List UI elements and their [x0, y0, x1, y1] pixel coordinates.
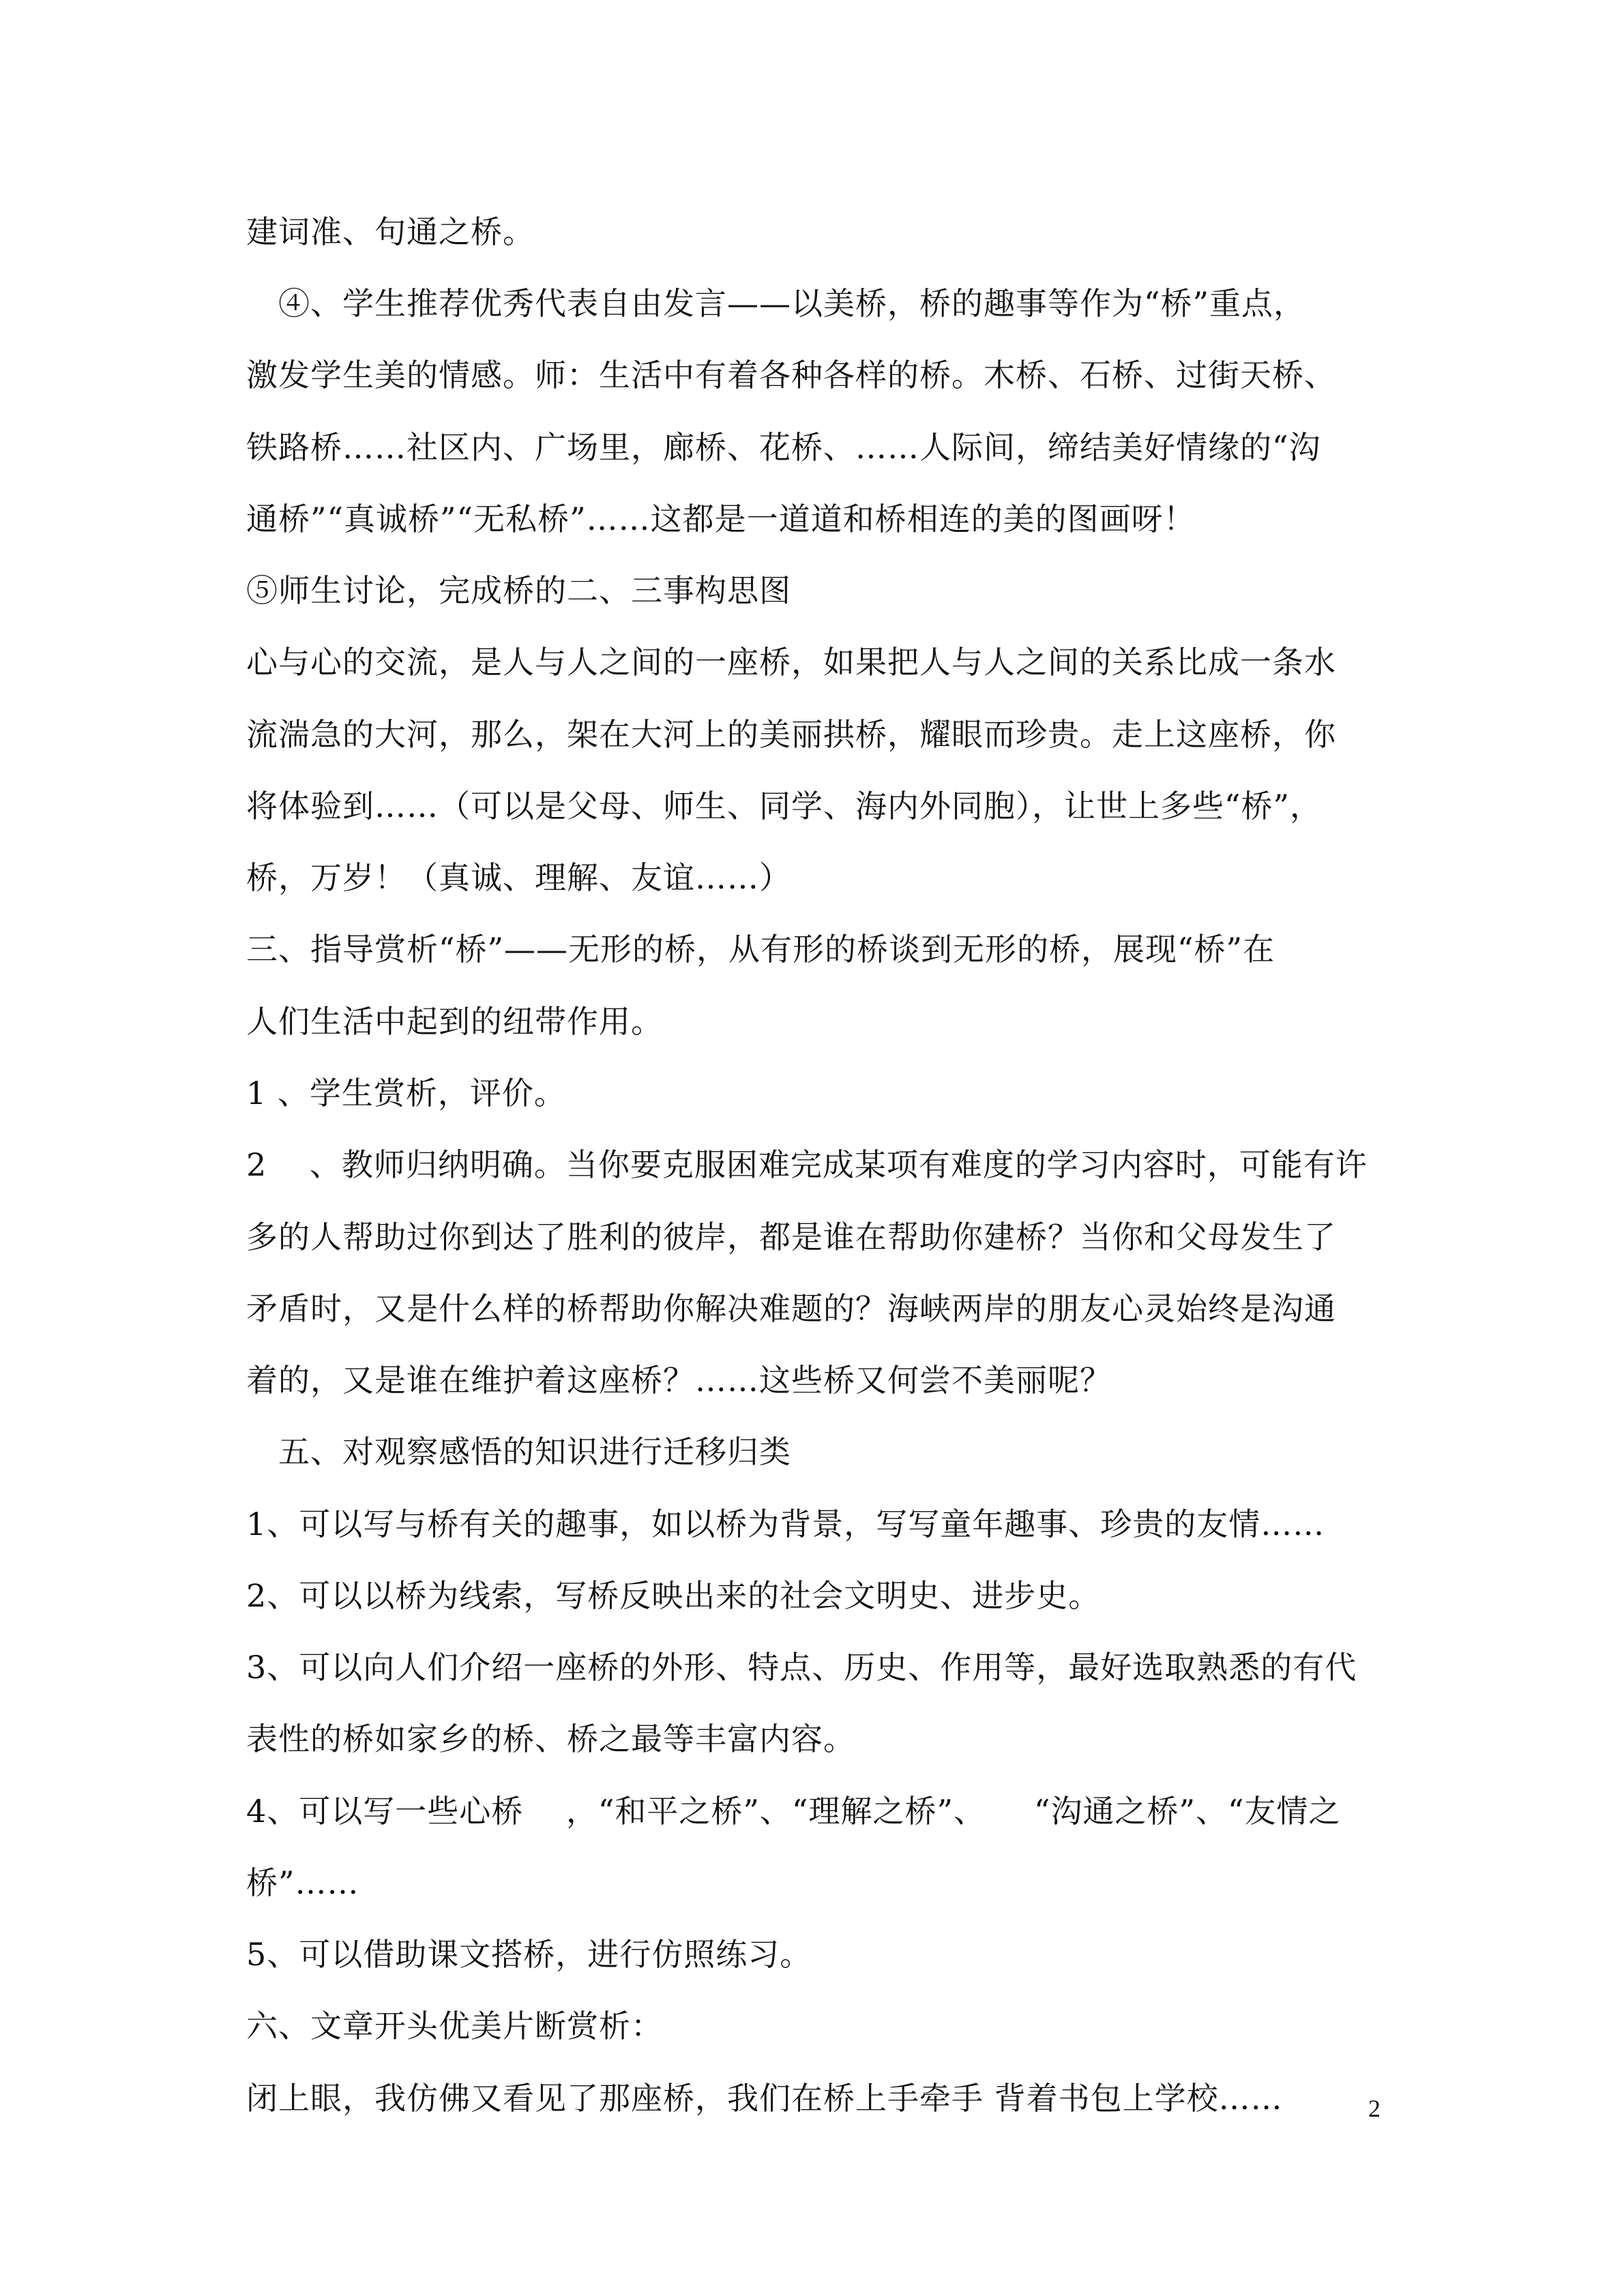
text-line: 着的，又是谁在维护着这座桥？……这些桥又何尝不美丽呢？ [246, 1362, 1112, 1399]
text-line: ④、学生推荐优秀代表自由发言——以美桥，桥的趣事等作为“桥”重点， [278, 285, 1306, 322]
text-line: 建词准、句通之桥。 [246, 213, 535, 250]
text-line: 通桥”“真诚桥”“无私桥”……这都是一道道和桥相连的美的图画呀！ [246, 501, 1196, 537]
text-line: 桥”…… [246, 1864, 359, 1901]
text-line: 5、可以借助课文搭桥，进行仿照练习。 [246, 1936, 812, 1973]
text-line: ⑤师生讨论，完成桥的二、三事构思图 [246, 572, 791, 609]
text-line: 多的人帮助过你到达了胜利的彼岸，都是谁在帮助你建桥？当你和父母发生了 [246, 1219, 1336, 1255]
text-line: 桥，万岁！（真诚、理解、友谊……） [246, 859, 791, 896]
text-line: 1、可以写与桥有关的趣事，如以桥为背景，写写童年趣事、珍贵的友情…… [246, 1506, 1325, 1542]
text-line: 表性的桥如家乡的桥、桥之最等丰富内容。 [246, 1720, 855, 1757]
text-line: 2、可以以桥为线索，写桥反映出来的社会文明史、进步史。 [246, 1577, 1101, 1614]
section-heading: 五、对观察感悟的知识进行迁移归类 [278, 1433, 791, 1470]
text-line: 1 、学生赏析，评价。 [246, 1075, 566, 1112]
text-line: 铁路桥……社区内、广场里，廊桥、花桥、……人际间，缔结美好情缘的“沟 [246, 429, 1321, 466]
text-line: 将体验到……（可以是父母、师生、同学、海内外同胞），让世上多些“桥”， [246, 788, 1323, 824]
text-line: 三、指导赏析“桥”——无形的桥，从有形的桥谈到无形的桥，展现“桥”在 [246, 931, 1275, 968]
text-line: 2 、教师归纳明确。当你要克服困难完成某项有难度的学习内容时，可能有许 [246, 1146, 1368, 1183]
text-line: 激发学生美的情感。师：生活中有着各种各样的桥。木桥、石桥、过街天桥、 [246, 357, 1336, 393]
section-heading: 六、文章开头优美片断赏析： [246, 2008, 663, 2044]
text-line: 矛盾时，又是什么样的桥帮助你解决难题的？海峡两岸的朋友心灵始终是沟通 [246, 1290, 1336, 1327]
text-line: 4、可以写一些心桥 ，“和平之桥”、“理解之桥”、 “沟通之桥”、“友情之 [246, 1793, 1341, 1830]
text-line: 人们生活中起到的纽带作用。 [246, 1003, 663, 1040]
page-number: 2 [1368, 2095, 1381, 2122]
text-line: 3、可以向人们介绍一座桥的外形、特点、历史、作用等，最好选取熟悉的有代 [246, 1649, 1357, 1686]
text-line: 心与心的交流，是人与人之间的一座桥，如果把人与人之间的关系比成一条水 [246, 644, 1336, 681]
text-line: 流湍急的大河，那么，架在大河上的美丽拱桥，耀眼而珍贵。走上这座桥，你 [246, 716, 1336, 753]
text-line: 闭上眼，我仿佛又看见了那座桥，我们在桥上手牵手 背着书包上学校…… [246, 2080, 1283, 2117]
